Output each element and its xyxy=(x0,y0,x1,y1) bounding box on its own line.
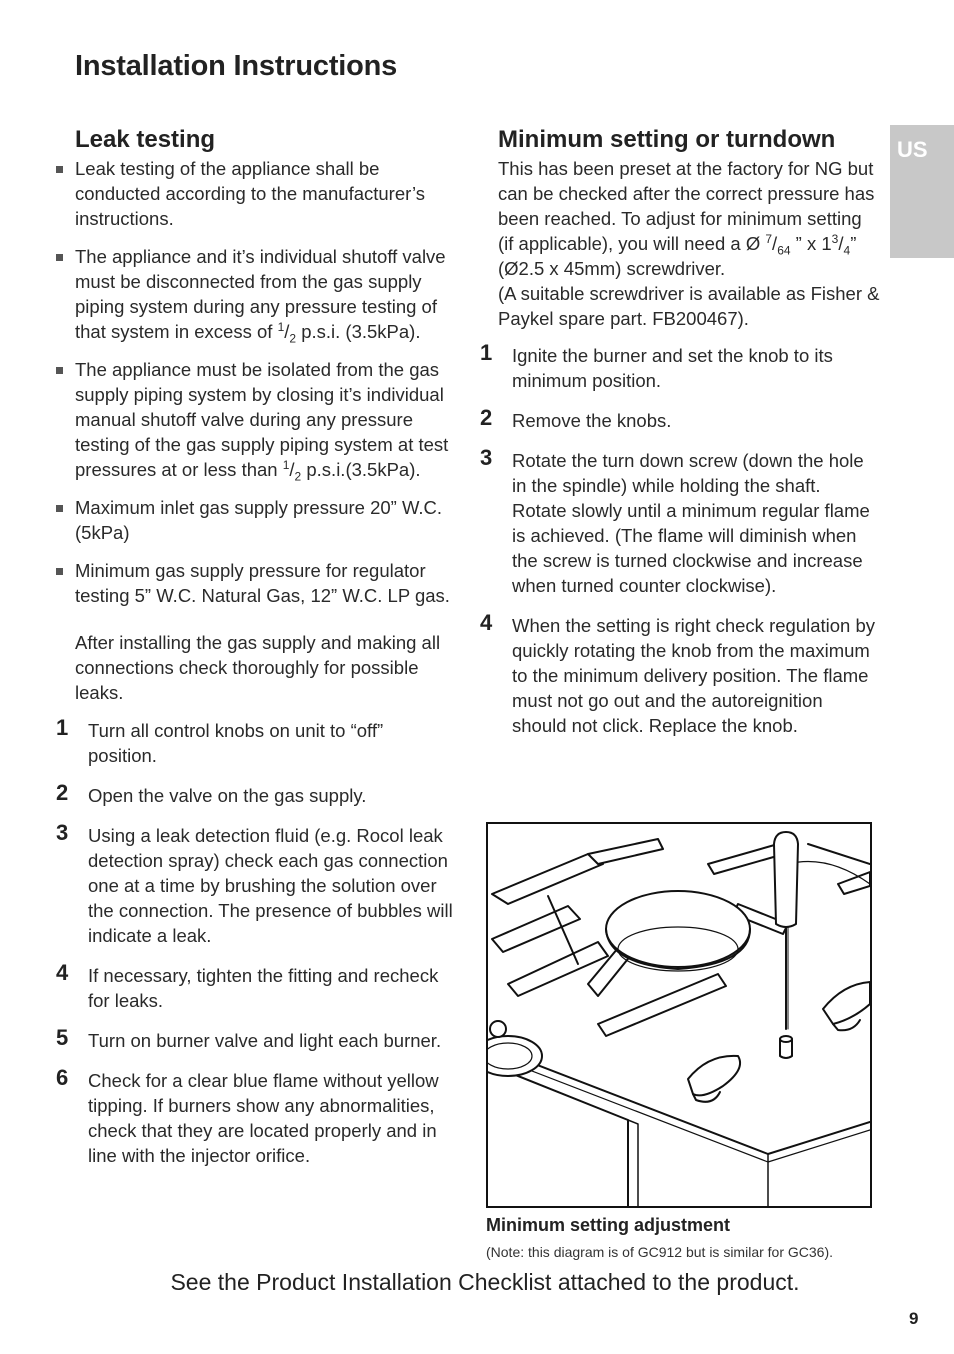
leak-testing-bullets xyxy=(56,156,456,608)
step-item: 2 Remove the knobs. xyxy=(480,405,672,431)
step-item: 3 Rotate the turn down screw (down the hole in the spindle) while holding the shaft. Rotate slowly until a minimum regular flame is achieved. (The flame will diminish when the screw is turned clockwise and increase when turned counter clockwise). xyxy=(480,445,870,596)
step-item: 3 Using a leak detection fluid (e.g. Rocol leak detection spray) check each gas connection one at a time by brushing the solution over the connection. The presence of bubbles will indicate a leak. xyxy=(56,820,453,946)
step-item: 4 If necessary, tighten the fitting and recheck for leaks. xyxy=(56,960,439,1011)
minimum-setting-intro: This has been preset at the factory for NG but can be checked after the correct pressure has been reached. To adjust for minimum setting (if applicable), you will need a Ø $^7/_{64}$ ” x $1^3/_4$” (Ø2.5 x 45mm) screwdriver. (A suitable screwdriver is available as Fisher & Paykel spare part. FB200467). xyxy=(498,158,880,329)
figure-caption: Minimum setting adjustment xyxy=(486,1215,731,1235)
page-number: 9 xyxy=(909,1309,919,1328)
leak-testing-paragraph: After installing the gas supply and making all connections check thoroughly for possible leaks. xyxy=(75,632,441,703)
language-tab-label: US xyxy=(897,137,928,162)
leak-testing-steps xyxy=(56,715,456,1168)
step-item: 2 Open the valve on the gas supply. xyxy=(56,780,367,806)
bullet-item: The appliance and it’s individual shutoff valve must be disconnected from the gas supply piping system during any pressure testing of that system in excess of $^1/_2$ p.s.i. (3.5kPa). xyxy=(56,244,456,344)
bullet-item: Leak testing of the appliance shall be conducted according to the manufacturer’s instructions. xyxy=(56,156,456,231)
bullet-item: Minimum gas supply pressure for regulator testing 5” W.C. Natural Gas, 12” W.C. LP gas. xyxy=(56,558,456,608)
cooktop-illustration xyxy=(486,822,872,1208)
leak-testing-heading: Leak testing xyxy=(75,126,216,153)
step-item: 4 When the setting is right check regulation by quickly rotating the knob from the maximum to the minimum delivery position. The flame must not go out and the autoreignition should not click. Replace the knob. xyxy=(480,610,875,736)
page-title: Installation Instructions xyxy=(75,50,398,82)
step-item: 1 Turn all control knobs on unit to “off” position. xyxy=(56,715,384,766)
bullet-item: The appliance must be isolated from the gas supply piping system by closing it’s individual manual shutoff valve during any pressure testing of the gas supply piping system at test pressures at or less than $^1/_2$ p.s.i.(3.5kPa). xyxy=(56,357,456,482)
bullet-item: Maximum inlet gas supply pressure 20” W.C. (5kPa) xyxy=(56,495,456,545)
step-item: 5 Turn on burner valve and light each burner. xyxy=(56,1025,442,1051)
language-tab xyxy=(890,125,954,258)
minimum-setting-steps xyxy=(480,340,880,738)
figure-note: (Note: this diagram is of GC912 but is similar for GC36). xyxy=(486,1244,834,1260)
step-item: 1 Ignite the burner and set the knob to its minimum position. xyxy=(480,340,833,391)
step-item: 6 Check for a clear blue flame without yellow tipping. If burners show any abnormalities, check that they are located properly and in line with the injector orifice. xyxy=(56,1065,439,1166)
minimum-setting-section xyxy=(480,124,880,753)
minimum-setting-heading: Minimum setting or turndown xyxy=(498,126,836,153)
footer-note: See the Product Installation Checklist attached to the product. xyxy=(170,1269,800,1295)
leak-testing-section xyxy=(56,124,456,1183)
